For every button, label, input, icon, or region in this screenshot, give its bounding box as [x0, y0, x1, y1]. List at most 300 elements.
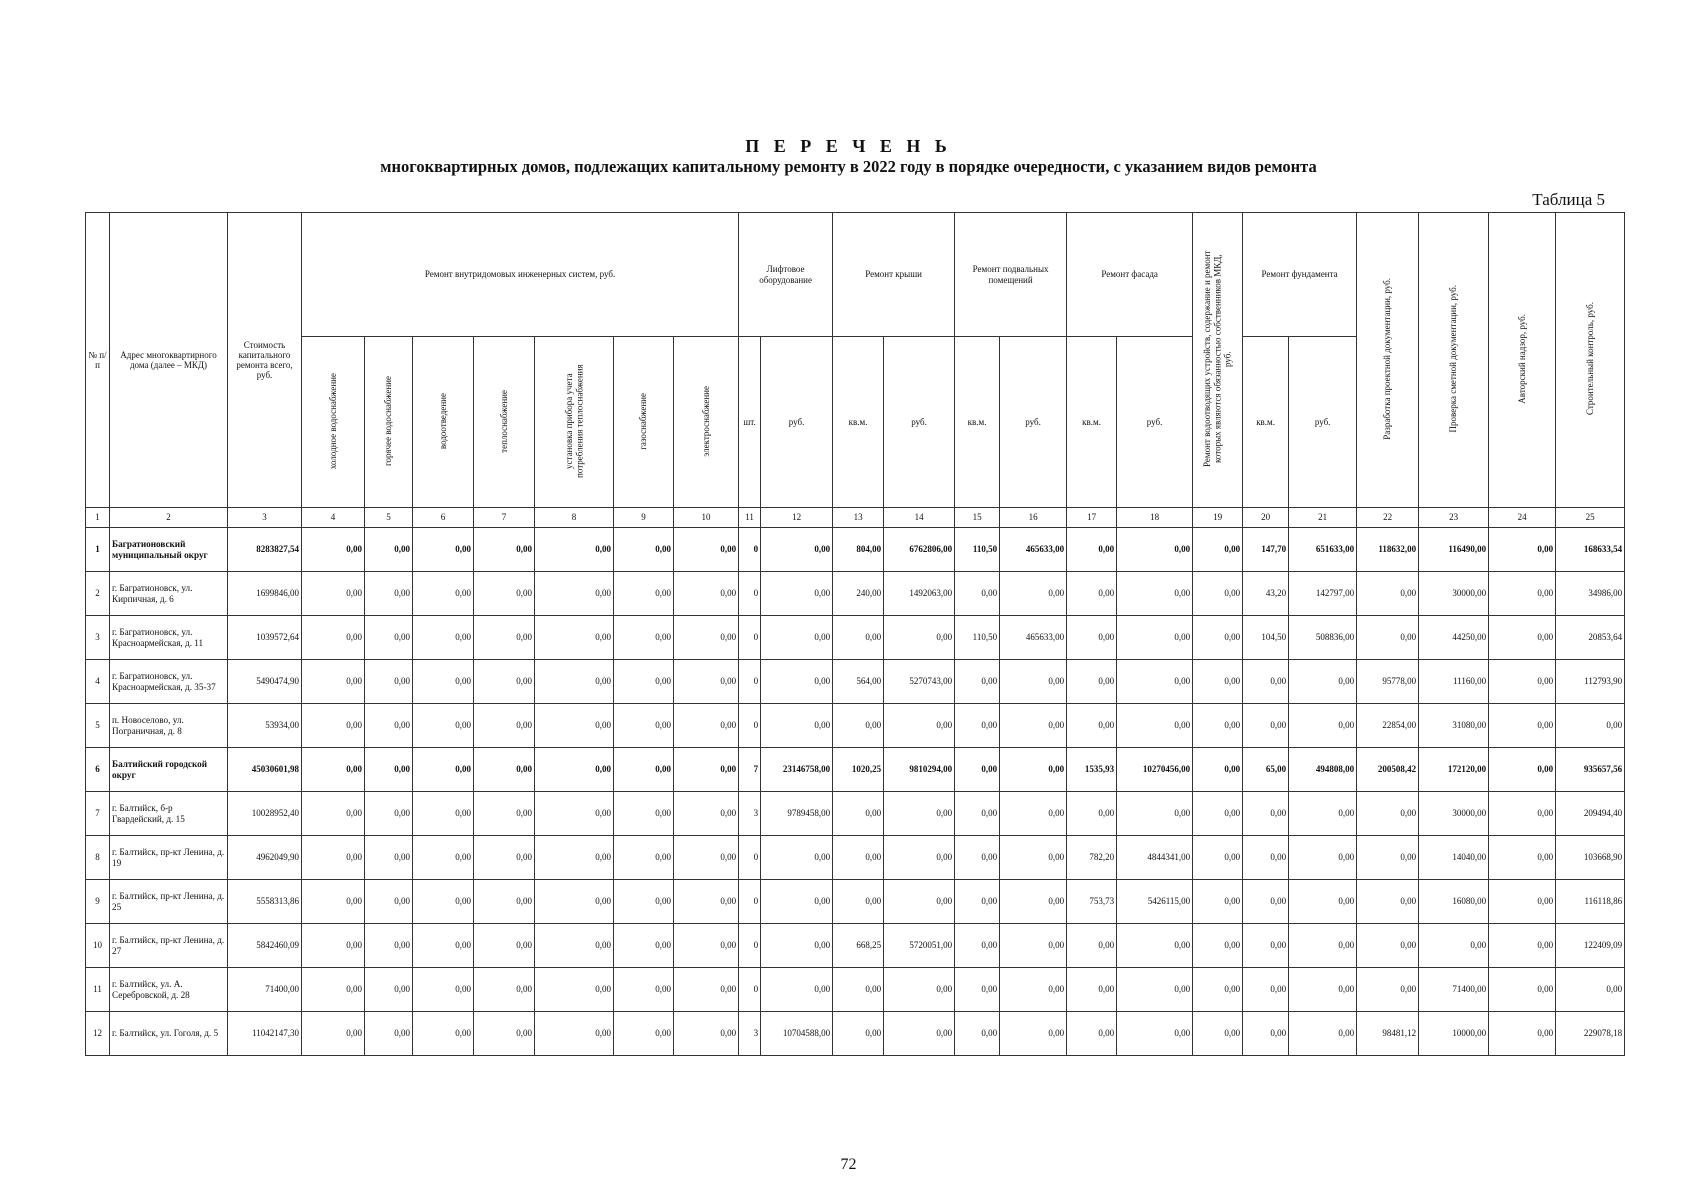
value-cell: 0,00 — [674, 836, 739, 880]
value-cell: 782,20 — [1067, 836, 1117, 880]
column-number: 9 — [614, 508, 674, 528]
value-cell: 0,00 — [955, 1012, 1000, 1056]
column-number: 20 — [1243, 508, 1289, 528]
header-author-supervision-text: Авторский надзор, руб. — [1516, 314, 1527, 404]
value-cell: 0,00 — [884, 704, 955, 748]
value-cell: 0,00 — [302, 572, 365, 616]
value-cell: 0,00 — [955, 792, 1000, 836]
value-cell: 0,00 — [474, 660, 535, 704]
column-number: 16 — [1000, 508, 1067, 528]
value-cell: 0,00 — [833, 880, 884, 924]
column-number: 22 — [1357, 508, 1419, 528]
value-cell: 0,00 — [614, 968, 674, 1012]
value-cell: 0,00 — [674, 792, 739, 836]
value-cell: 0,00 — [1000, 968, 1067, 1012]
value-cell: 0,00 — [1000, 924, 1067, 968]
value-cell: 0,00 — [1489, 616, 1556, 660]
value-cell: 0,00 — [302, 924, 365, 968]
value-cell: 0,00 — [1289, 880, 1357, 924]
value-cell: 65,00 — [1243, 748, 1289, 792]
value-cell: 0,00 — [884, 836, 955, 880]
row-number-cell: 9 — [86, 880, 110, 924]
value-cell: 0,00 — [535, 792, 614, 836]
value-cell: 0,00 — [614, 792, 674, 836]
address-cell: г. Багратионовск, ул. Кирпичная, д. 6 — [110, 572, 228, 616]
value-cell: 0,00 — [614, 660, 674, 704]
value-cell: 34986,00 — [1556, 572, 1625, 616]
row-number-cell: 8 — [86, 836, 110, 880]
value-cell: 103668,90 — [1556, 836, 1625, 880]
value-cell: 0,00 — [302, 880, 365, 924]
value-cell: 0,00 — [365, 880, 413, 924]
value-cell: 0,00 — [1193, 924, 1243, 968]
value-cell: 0,00 — [413, 660, 474, 704]
value-cell: 0,00 — [1489, 528, 1556, 572]
header-lift-units: шт. — [739, 337, 761, 508]
document-subtitle: многоквартирных домов, подлежащих капитальному ремонту в 2022 году в порядке очередности, с указанием видов ремонта — [380, 157, 1317, 176]
value-cell: 0,00 — [365, 792, 413, 836]
header-roof-sqm: кв.м. — [833, 337, 884, 508]
table-row — [86, 748, 1625, 792]
value-cell: 0,00 — [365, 924, 413, 968]
row-number-cell: 5 — [86, 704, 110, 748]
value-cell: 0,00 — [302, 528, 365, 572]
column-number: 18 — [1117, 508, 1193, 528]
header-estimate-check — [1419, 213, 1489, 508]
value-cell: 0,00 — [884, 968, 955, 1012]
value-cell: 0,00 — [1000, 572, 1067, 616]
value-cell: 0,00 — [614, 748, 674, 792]
value-cell: 564,00 — [833, 660, 884, 704]
value-cell: 0,00 — [413, 836, 474, 880]
value-cell: 0,00 — [1489, 572, 1556, 616]
value-cell: 0,00 — [1489, 792, 1556, 836]
value-cell: 0,00 — [413, 1012, 474, 1056]
row-number-cell: 3 — [86, 616, 110, 660]
header-cold-water — [302, 337, 365, 508]
repair-table-container — [85, 212, 1623, 1056]
value-cell: 0,00 — [1357, 792, 1419, 836]
value-cell: 0,00 — [955, 704, 1000, 748]
value-cell: 0,00 — [833, 1012, 884, 1056]
value-cell: 45030601,98 — [228, 748, 302, 792]
value-cell: 0,00 — [413, 968, 474, 1012]
value-cell: 5426115,00 — [1117, 880, 1193, 924]
value-cell: 0 — [739, 704, 761, 748]
value-cell: 9789458,00 — [761, 792, 833, 836]
value-cell: 804,00 — [833, 528, 884, 572]
value-cell: 0 — [739, 924, 761, 968]
value-cell: 0,00 — [302, 616, 365, 660]
column-number: 19 — [1193, 508, 1243, 528]
value-cell: 0,00 — [535, 616, 614, 660]
value-cell: 0,00 — [413, 704, 474, 748]
value-cell: 95778,00 — [1357, 660, 1419, 704]
value-cell: 229078,18 — [1556, 1012, 1625, 1056]
value-cell: 0 — [739, 616, 761, 660]
value-cell: 0,00 — [1289, 836, 1357, 880]
value-cell: 0,00 — [474, 1012, 535, 1056]
value-cell: 0,00 — [535, 660, 614, 704]
table-body — [86, 508, 1625, 1056]
address-cell: г. Багратионовск, ул. Красноармейская, д. 11 — [110, 616, 228, 660]
column-number: 13 — [833, 508, 884, 528]
column-number: 11 — [739, 508, 761, 528]
value-cell: 0,00 — [1243, 1012, 1289, 1056]
value-cell: 9810294,00 — [884, 748, 955, 792]
value-cell: 0,00 — [1357, 836, 1419, 880]
value-cell: 0,00 — [761, 924, 833, 968]
value-cell: 0,00 — [1357, 616, 1419, 660]
header-basement: Ремонт подвальных помещений — [955, 213, 1067, 337]
value-cell: 0,00 — [761, 704, 833, 748]
value-cell: 1699846,00 — [228, 572, 302, 616]
value-cell: 5842460,09 — [228, 924, 302, 968]
header-basement-rub: руб. — [1000, 337, 1067, 508]
header-electric — [674, 337, 739, 508]
header-facade-rub: руб. — [1117, 337, 1193, 508]
header-construction-control-text: Строительный контроль, руб. — [1584, 302, 1595, 416]
value-cell: 0,00 — [1193, 704, 1243, 748]
value-cell: 142797,00 — [1289, 572, 1357, 616]
header-cold-water-text: холодное водоснабжение — [327, 372, 338, 470]
value-cell: 5720051,00 — [884, 924, 955, 968]
value-cell: 43,20 — [1243, 572, 1289, 616]
value-cell: 0,00 — [474, 616, 535, 660]
value-cell: 0,00 — [614, 572, 674, 616]
value-cell: 3 — [739, 1012, 761, 1056]
value-cell: 0,00 — [955, 660, 1000, 704]
value-cell: 0,00 — [413, 792, 474, 836]
value-cell: 0,00 — [1357, 572, 1419, 616]
value-cell: 668,25 — [833, 924, 884, 968]
column-number: 10 — [674, 508, 739, 528]
value-cell: 3 — [739, 792, 761, 836]
value-cell: 110,50 — [955, 528, 1000, 572]
table-row — [86, 528, 1625, 572]
header-lift: Лифтовое оборудование — [739, 213, 833, 337]
value-cell: 0,00 — [674, 528, 739, 572]
table-row — [86, 704, 1625, 748]
value-cell: 0,00 — [365, 1012, 413, 1056]
value-cell: 0,00 — [674, 880, 739, 924]
header-foundation: Ремонт фундамента — [1243, 213, 1357, 337]
value-cell: 16080,00 — [1419, 880, 1489, 924]
address-cell: Багратионовский муниципальный округ — [110, 528, 228, 572]
value-cell: 0,00 — [1067, 704, 1117, 748]
value-cell: 0,00 — [302, 792, 365, 836]
address-cell: г. Балтийск, пр-кт Ленина, д. 25 — [110, 880, 228, 924]
header-facade: Ремонт фасада — [1067, 213, 1193, 337]
value-cell: 0,00 — [1000, 792, 1067, 836]
value-cell: 0,00 — [1243, 924, 1289, 968]
value-cell: 753,73 — [1067, 880, 1117, 924]
value-cell: 0,00 — [1117, 924, 1193, 968]
value-cell: 0,00 — [833, 704, 884, 748]
header-meter-text: установка прибора учета потребления теплоснабжения — [563, 364, 584, 478]
value-cell: 5490474,90 — [228, 660, 302, 704]
value-cell: 0,00 — [474, 924, 535, 968]
value-cell: 0,00 — [955, 968, 1000, 1012]
value-cell: 10000,00 — [1419, 1012, 1489, 1056]
header-address: Адрес многоквартирного дома (далее – МКД) — [110, 213, 228, 508]
header-electric-text: электроснабжение — [700, 385, 711, 457]
value-cell: 0,00 — [1193, 660, 1243, 704]
value-cell: 0,00 — [474, 528, 535, 572]
value-cell: 209494,40 — [1556, 792, 1625, 836]
value-cell: 20853,64 — [1556, 616, 1625, 660]
header-construction-control — [1556, 213, 1625, 508]
value-cell: 0,00 — [302, 968, 365, 1012]
value-cell: 0,00 — [761, 616, 833, 660]
value-cell: 172120,00 — [1419, 748, 1489, 792]
value-cell: 1039572,64 — [228, 616, 302, 660]
column-number: 23 — [1419, 508, 1489, 528]
value-cell: 0,00 — [674, 616, 739, 660]
value-cell: 0,00 — [614, 924, 674, 968]
value-cell: 0,00 — [955, 748, 1000, 792]
address-cell: г. Багратионовск, ул. Красноармейская, д. 35-37 — [110, 660, 228, 704]
column-number: 1 — [86, 508, 110, 528]
value-cell: 0,00 — [1000, 1012, 1067, 1056]
value-cell: 30000,00 — [1419, 792, 1489, 836]
value-cell: 53934,00 — [228, 704, 302, 748]
column-number: 2 — [110, 508, 228, 528]
value-cell: 0,00 — [614, 616, 674, 660]
value-cell: 23146758,00 — [761, 748, 833, 792]
value-cell: 0,00 — [1067, 660, 1117, 704]
header-facade-sqm: кв.м. — [1067, 337, 1117, 508]
value-cell: 11042147,30 — [228, 1012, 302, 1056]
value-cell: 0,00 — [302, 836, 365, 880]
value-cell: 0,00 — [1489, 968, 1556, 1012]
value-cell: 0,00 — [674, 660, 739, 704]
value-cell: 0,00 — [1489, 880, 1556, 924]
address-cell: г. Балтийск, пр-кт Ленина, д. 19 — [110, 836, 228, 880]
value-cell: 22854,00 — [1357, 704, 1419, 748]
value-cell: 1492063,00 — [884, 572, 955, 616]
column-number: 25 — [1556, 508, 1625, 528]
table-row — [86, 660, 1625, 704]
value-cell: 0,00 — [1489, 1012, 1556, 1056]
value-cell: 0,00 — [884, 1012, 955, 1056]
value-cell: 0,00 — [1243, 792, 1289, 836]
value-cell: 0,00 — [535, 528, 614, 572]
header-foundation-sqm: кв.м. — [1243, 337, 1289, 508]
table-row — [86, 616, 1625, 660]
value-cell: 0,00 — [1419, 924, 1489, 968]
value-cell: 0,00 — [1489, 836, 1556, 880]
value-cell: 0,00 — [302, 1012, 365, 1056]
value-cell: 5270743,00 — [884, 660, 955, 704]
value-cell: 0,00 — [614, 528, 674, 572]
value-cell: 508836,00 — [1289, 616, 1357, 660]
value-cell: 0,00 — [1489, 924, 1556, 968]
value-cell: 240,00 — [833, 572, 884, 616]
value-cell: 0,00 — [1067, 528, 1117, 572]
value-cell: 0,00 — [1357, 924, 1419, 968]
value-cell: 935657,56 — [1556, 748, 1625, 792]
header-drain-text: Ремонт водоотводящих устройств, содержание и ремонт которых являются обязанностью собственников МКД, руб. — [1202, 250, 1233, 468]
value-cell: 7 — [739, 748, 761, 792]
value-cell: 0,00 — [474, 968, 535, 1012]
value-cell: 0,00 — [674, 924, 739, 968]
value-cell: 0,00 — [1193, 836, 1243, 880]
address-cell: Балтийский городской округ — [110, 748, 228, 792]
header-hot-water-text: горячее водоснабжение — [383, 375, 394, 466]
value-cell: 0,00 — [761, 836, 833, 880]
column-number: 7 — [474, 508, 535, 528]
value-cell: 0,00 — [1117, 792, 1193, 836]
value-cell: 0,00 — [1489, 660, 1556, 704]
value-cell: 116490,00 — [1419, 528, 1489, 572]
value-cell: 0,00 — [614, 1012, 674, 1056]
table-row — [86, 924, 1625, 968]
value-cell: 0,00 — [1193, 616, 1243, 660]
value-cell: 0,00 — [535, 572, 614, 616]
value-cell: 0,00 — [535, 748, 614, 792]
row-number-cell: 4 — [86, 660, 110, 704]
value-cell: 200508,42 — [1357, 748, 1419, 792]
value-cell: 0,00 — [1117, 968, 1193, 1012]
value-cell: 0,00 — [1243, 704, 1289, 748]
value-cell: 110,50 — [955, 616, 1000, 660]
column-number: 3 — [228, 508, 302, 528]
value-cell: 8283827,54 — [228, 528, 302, 572]
document-title: П Е Р Е Ч Е Н Ь — [745, 136, 952, 156]
value-cell: 0,00 — [761, 572, 833, 616]
header-basement-sqm: кв.м. — [955, 337, 1000, 508]
value-cell: 0,00 — [413, 880, 474, 924]
header-cost: Стоимость капитального ремонта всего, руб. — [228, 213, 302, 508]
value-cell: 0,00 — [833, 616, 884, 660]
table-row — [86, 968, 1625, 1012]
value-cell: 0,00 — [614, 880, 674, 924]
value-cell: 0,00 — [674, 572, 739, 616]
value-cell: 0,00 — [413, 748, 474, 792]
value-cell: 0,00 — [833, 968, 884, 1012]
table-row — [86, 880, 1625, 924]
column-number: 8 — [535, 508, 614, 528]
value-cell: 1535,93 — [1067, 748, 1117, 792]
value-cell: 0,00 — [1193, 572, 1243, 616]
value-cell: 112793,90 — [1556, 660, 1625, 704]
value-cell: 6762806,00 — [884, 528, 955, 572]
column-number: 12 — [761, 508, 833, 528]
value-cell: 0,00 — [1117, 616, 1193, 660]
value-cell: 0,00 — [1289, 968, 1357, 1012]
row-number-cell: 12 — [86, 1012, 110, 1056]
value-cell: 0,00 — [1243, 968, 1289, 1012]
address-cell: г. Балтийск, пр-кт Ленина, д. 27 — [110, 924, 228, 968]
value-cell: 465633,00 — [1000, 528, 1067, 572]
value-cell: 11160,00 — [1419, 660, 1489, 704]
value-cell: 0,00 — [761, 880, 833, 924]
header-roof: Ремонт крыши — [833, 213, 955, 337]
header-gas-text: газоснабжение — [638, 392, 649, 450]
header-roof-rub: руб. — [884, 337, 955, 508]
value-cell: 0,00 — [955, 836, 1000, 880]
header-author-supervision — [1489, 213, 1556, 508]
value-cell: 0,00 — [1067, 616, 1117, 660]
value-cell: 0,00 — [474, 792, 535, 836]
value-cell: 0,00 — [474, 572, 535, 616]
value-cell: 0 — [739, 660, 761, 704]
value-cell: 0,00 — [1000, 660, 1067, 704]
column-number: 17 — [1067, 508, 1117, 528]
column-number: 24 — [1489, 508, 1556, 528]
value-cell: 0,00 — [1193, 792, 1243, 836]
value-cell: 0,00 — [535, 836, 614, 880]
value-cell: 0,00 — [1193, 1012, 1243, 1056]
value-cell: 98481,12 — [1357, 1012, 1419, 1056]
value-cell: 0 — [739, 880, 761, 924]
value-cell: 0,00 — [535, 704, 614, 748]
value-cell: 0,00 — [365, 528, 413, 572]
value-cell: 0,00 — [1193, 968, 1243, 1012]
value-cell: 0,00 — [1243, 836, 1289, 880]
value-cell: 0,00 — [674, 1012, 739, 1056]
value-cell: 0,00 — [1556, 704, 1625, 748]
value-cell: 0,00 — [1067, 924, 1117, 968]
row-number-cell: 7 — [86, 792, 110, 836]
value-cell: 0,00 — [474, 748, 535, 792]
value-cell: 0,00 — [474, 880, 535, 924]
value-cell: 0,00 — [1193, 748, 1243, 792]
value-cell: 31080,00 — [1419, 704, 1489, 748]
value-cell: 0,00 — [365, 836, 413, 880]
value-cell: 0,00 — [1193, 528, 1243, 572]
table-row — [86, 836, 1625, 880]
value-cell: 0 — [739, 968, 761, 1012]
row-number-cell: 1 — [86, 528, 110, 572]
value-cell: 0,00 — [955, 572, 1000, 616]
value-cell: 0,00 — [1357, 880, 1419, 924]
value-cell: 0,00 — [1117, 1012, 1193, 1056]
value-cell: 0,00 — [884, 880, 955, 924]
header-project-docs — [1357, 213, 1419, 508]
value-cell: 0,00 — [413, 924, 474, 968]
table-row — [86, 572, 1625, 616]
value-cell: 5558313,86 — [228, 880, 302, 924]
value-cell: 44250,00 — [1419, 616, 1489, 660]
header-gas — [614, 337, 674, 508]
address-cell: г. Балтийск, ул. А. Серебровской, д. 28 — [110, 968, 228, 1012]
header-drain — [1193, 213, 1243, 508]
value-cell: 0,00 — [1067, 968, 1117, 1012]
value-cell: 0,00 — [1489, 748, 1556, 792]
header-project-docs-text: Разработка проектной документации, руб. — [1382, 278, 1393, 440]
value-cell: 0,00 — [674, 748, 739, 792]
value-cell: 0,00 — [884, 792, 955, 836]
value-cell: 0,00 — [833, 792, 884, 836]
value-cell: 4962049,90 — [228, 836, 302, 880]
value-cell: 0,00 — [1117, 660, 1193, 704]
header-row-1 — [86, 213, 1625, 337]
value-cell: 1020,25 — [833, 748, 884, 792]
column-number: 4 — [302, 508, 365, 528]
value-cell: 0,00 — [302, 660, 365, 704]
value-cell: 0,00 — [884, 616, 955, 660]
table-label: Таблица 5 — [1532, 190, 1605, 209]
header-heating — [474, 337, 535, 508]
row-number-cell: 11 — [86, 968, 110, 1012]
value-cell: 0,00 — [1067, 572, 1117, 616]
column-number: 21 — [1289, 508, 1357, 528]
value-cell: 0,00 — [302, 748, 365, 792]
value-cell: 0,00 — [413, 528, 474, 572]
value-cell: 147,70 — [1243, 528, 1289, 572]
